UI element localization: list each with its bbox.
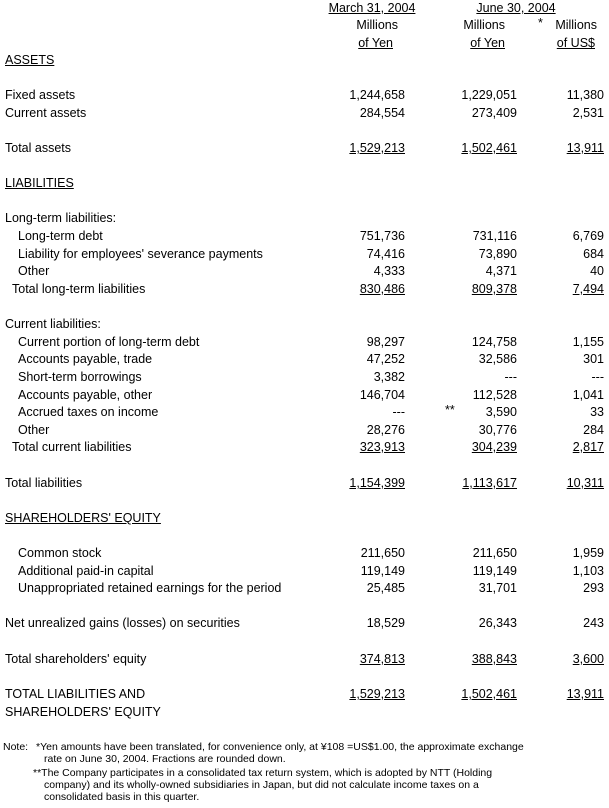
cell-col2: 731,116 [472, 229, 517, 243]
header-col1-unit-top: Millions [356, 18, 398, 32]
row-label: Accounts payable, trade [18, 352, 153, 366]
cell-col3: 293 [583, 581, 604, 595]
cell-col2: 119,149 [472, 564, 517, 578]
note-2-line-1: **The Company participates in a consolidated tax return system, which is adopted by NTT (Holding [33, 767, 493, 779]
cell-col1: 119,149 [360, 564, 405, 578]
cell-col1: 74,416 [366, 247, 405, 261]
row-label: Accounts payable, other [18, 388, 153, 402]
note-1-line-1: *Yen amounts have been translated, for convenience only, at ¥108 =US$1.00, the approximate exchange [36, 741, 524, 753]
cell-col1: 98,297 [366, 335, 405, 349]
cell-col1: 374,813 [359, 652, 405, 666]
cell-col1: 25,485 [366, 581, 405, 595]
section-assets: ASSETS [5, 53, 55, 67]
cell-col1: 146,704 [359, 388, 405, 402]
row-label: Total assets [5, 141, 72, 155]
row-label: TOTAL LIABILITIES AND [5, 687, 146, 701]
cell-col1: --- [392, 405, 405, 419]
row-label: Unappropriated retained earnings for the period [18, 581, 282, 595]
header-col3-unit-top: Millions [555, 18, 597, 32]
cell-col2: 30,776 [478, 423, 517, 437]
cell-col1: 323,913 [359, 440, 405, 454]
row-label: Additional paid-in capital [18, 564, 154, 578]
cell-col3: 11,380 [566, 88, 604, 102]
section-shareholders-equity: SHAREHOLDERS' EQUITY [5, 511, 161, 525]
row-label: Total long-term liabilities [12, 282, 146, 296]
cell-col3: 284 [583, 423, 604, 437]
cell-col1: 284,554 [359, 106, 405, 120]
header-col3-unit-bottom: of US$ [556, 36, 595, 50]
cell-col2: 26,343 [478, 616, 517, 630]
row-label: Fixed assets [5, 88, 76, 102]
row-label: Net unrealized gains (losses) on securities [5, 616, 240, 630]
cell-col3: 243 [583, 616, 604, 630]
cell-col1: 211,650 [360, 546, 405, 560]
notes-prefix: Note: [3, 741, 29, 753]
cell-col2: 32,586 [478, 352, 517, 366]
cell-col3: 7,494 [572, 282, 604, 296]
cell-col3: 301 [583, 352, 604, 366]
row-label: Current liabilities: [5, 317, 101, 331]
cell-col2: 4,371 [485, 264, 517, 278]
row-label: Other [18, 423, 50, 437]
cell-col2: 3,590 [485, 405, 517, 419]
cell-col2: 211,650 [472, 546, 517, 560]
cell-col2: 809,378 [471, 282, 517, 296]
cell-col1: 1,244,658 [349, 88, 405, 102]
row-label: Short-term borrowings [18, 370, 142, 384]
cell-col2: 304,239 [471, 440, 517, 454]
cell-col3: 684 [583, 247, 604, 261]
note-2-line-2: company) and its wholly-owned subsidiaries in Japan, but did not calculate income taxes on a [44, 779, 479, 791]
cell-col3: 1,155 [572, 335, 604, 349]
cell-col3: 1,103 [572, 564, 604, 578]
cell-col2: 112,528 [472, 388, 517, 402]
cell-col3: 2,817 [572, 440, 604, 454]
cell-col3: 40 [590, 264, 604, 278]
cell-col3: 1,959 [572, 546, 604, 560]
row-label: SHAREHOLDERS' EQUITY [5, 705, 161, 719]
cell-col1: 4,333 [373, 264, 405, 278]
row-label: Total shareholders' equity [5, 652, 147, 666]
cell-col3: 10,311 [566, 476, 604, 490]
header-col2-unit-bottom: of Yen [470, 36, 505, 50]
cell-col2: --- [504, 370, 517, 384]
cell-col2: 31,701 [478, 581, 517, 595]
note-1-line-2: rate on June 30, 2004. Fractions are rounded down. [44, 753, 286, 765]
row-label: Common stock [18, 546, 102, 560]
row-label: Total current liabilities [12, 440, 132, 454]
cell-col1: 47,252 [366, 352, 405, 366]
accrued-tax-footnote-mark: ** [445, 403, 455, 417]
cell-col1: 1,154,399 [349, 476, 405, 490]
header-date-june-2004: June 30, 2004 [476, 1, 556, 15]
row-label: Liability for employees' severance payments [18, 247, 263, 261]
cell-col1: 1,529,213 [349, 687, 405, 701]
cell-col1: 830,486 [359, 282, 405, 296]
cell-col2: 1,229,051 [461, 88, 517, 102]
cell-col3: 33 [590, 405, 604, 419]
row-label: Total liabilities [5, 476, 83, 490]
cell-col3: --- [591, 370, 604, 384]
cell-col2: 124,758 [471, 335, 517, 349]
row-label: Current assets [5, 106, 87, 120]
cell-col1: 28,276 [366, 423, 405, 437]
row-label: Accrued taxes on income [18, 405, 159, 419]
cell-col3: 13,911 [566, 141, 604, 155]
header-col2-unit-top: Millions [463, 18, 505, 32]
cell-col3: 2,531 [572, 106, 604, 120]
header-date-march-2004: March 31, 2004 [328, 1, 416, 15]
cell-col3: 6,769 [572, 229, 604, 243]
cell-col3: 13,911 [566, 687, 604, 701]
cell-col1: 1,529,213 [349, 141, 405, 155]
cell-col3: 1,041 [572, 388, 604, 402]
cell-col2: 1,502,461 [461, 687, 517, 701]
row-label: Long-term debt [18, 229, 103, 243]
section-liabilities: LIABILITIES [5, 176, 74, 190]
cell-col2: 388,843 [471, 652, 517, 666]
cell-col2: 273,409 [471, 106, 517, 120]
row-label: Other [18, 264, 50, 278]
header-col1-unit-bottom: of Yen [358, 36, 393, 50]
cell-col2: 73,890 [478, 247, 517, 261]
cell-col1: 3,382 [373, 370, 405, 384]
cell-col1: 18,529 [366, 616, 405, 630]
cell-col2: 1,113,617 [462, 476, 517, 490]
cell-col3: 3,600 [572, 652, 604, 666]
header-col3-star: * [538, 16, 543, 30]
row-label: Long-term liabilities: [5, 211, 117, 225]
cell-col1: 751,736 [359, 229, 405, 243]
note-2-line-3: consolidated basis in this quarter. [44, 791, 200, 803]
row-label: Current portion of long-term debt [18, 335, 200, 349]
cell-col2: 1,502,461 [461, 141, 517, 155]
